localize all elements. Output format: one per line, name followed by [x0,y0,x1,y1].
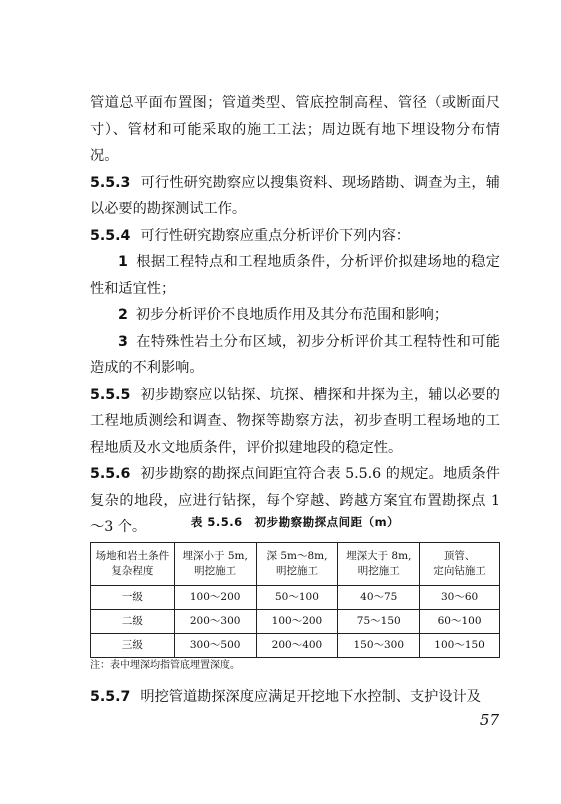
item-text: 初步分析评价不良地质作用及其分布范围和影响； [135,307,449,323]
table-cell: 75～150 [338,610,420,634]
clause-number: 5.5.7 [90,689,131,705]
clause-text: 可行性研究勘察应重点分析评价下列内容： [140,227,410,244]
table-header-cell: 埋深大于 8m, 明挖施工 [338,543,420,586]
item-text: 在特殊性岩土分布区域，初步分析评价其工程特性和可能造成的不利影响。 [90,333,500,376]
table-cell: 30～60 [420,586,500,610]
clause-number: 5.5.4 [90,227,131,244]
paragraph-continued: 管道总平面布置图；管道类型、管底控制高程、管径（或断面尺寸）、管材和可能采取的施工工法；周边既有地下埋设物分布情况。 [90,95,500,164]
clause-5-5-7 [90,684,500,711]
clause-number: 5.5.6 [90,466,131,482]
table-caption: 表 5.5.6 初步勘察勘探点间距（m） [190,515,400,529]
list-item-3 [90,329,500,382]
table-cell: 50～100 [256,586,338,610]
clause-5-5-3 [90,170,500,223]
table-row [91,586,500,610]
item-text: 根据工程特点和工程地质条件，分析评价拟建场地的稳定性和适宜性； [90,254,500,297]
clause-text: 可行性研究勘察应以搜集资料、现场踏勘、调查为主，辅以必要的勘探测试工作。 [90,174,500,217]
item-number: 3 [118,333,128,350]
table-header-cell: 埋深小于 5m, 明挖施工 [174,543,256,586]
table-cell: 200～400 [256,634,338,658]
table-header-cell: 场地和岩土条件 复杂程度 [91,543,175,586]
table-row [91,634,500,658]
table-row [91,610,500,634]
table-cell: 三级 [91,634,175,658]
body-text [90,90,500,541]
table-cell: 200～300 [174,610,256,634]
clause-5-5-4 [90,223,500,250]
table-header-cell: 顶管、 定向钻施工 [420,543,500,586]
table-cell: 150～300 [338,634,420,658]
table-cell: 二级 [91,610,175,634]
clause-text: 初步勘察应以钻探、坑探、槽探和井探为主，辅以必要的工程地质测绘和调查、物探等勘察方法，初步查明工程场地的工程地质及水文地质条件，评价拟建地段的稳定性。 [90,386,500,456]
clause-text: 初步勘察的勘探点间距宜符合表 5.5.6 的规定。地质条件复杂的地段，应进行钻探，每个穿越、跨越方案宜布置勘探点 1～3 个。 [90,466,500,535]
clause-number: 5.5.3 [90,174,131,191]
table-cell: 100～150 [420,634,500,658]
table-cell: 300～500 [174,634,256,658]
table-cell: 60～100 [420,610,500,634]
clause-number: 5.5.5 [90,386,131,403]
clause-text: 明挖管道勘探深度应满足开挖地下水控制、支护设计及 [140,689,481,705]
table-cell: 一级 [91,586,175,610]
table-header-cell: 深 5m～8m, 明挖施工 [256,543,338,586]
list-item-2 [90,302,500,329]
table-cell: 40～75 [338,586,420,610]
table-note: 注：表中埋深均指管底埋置深度。 [90,660,240,671]
table-cell: 100～200 [256,610,338,634]
spacing-table [90,542,500,658]
clause-5-5-5 [90,382,500,462]
list-item-1 [90,249,500,302]
item-number: 1 [118,254,128,270]
table-header-row [91,543,500,586]
table-cell: 100～200 [174,586,256,610]
page-number: 57 [479,711,499,729]
item-number: 2 [118,307,128,323]
